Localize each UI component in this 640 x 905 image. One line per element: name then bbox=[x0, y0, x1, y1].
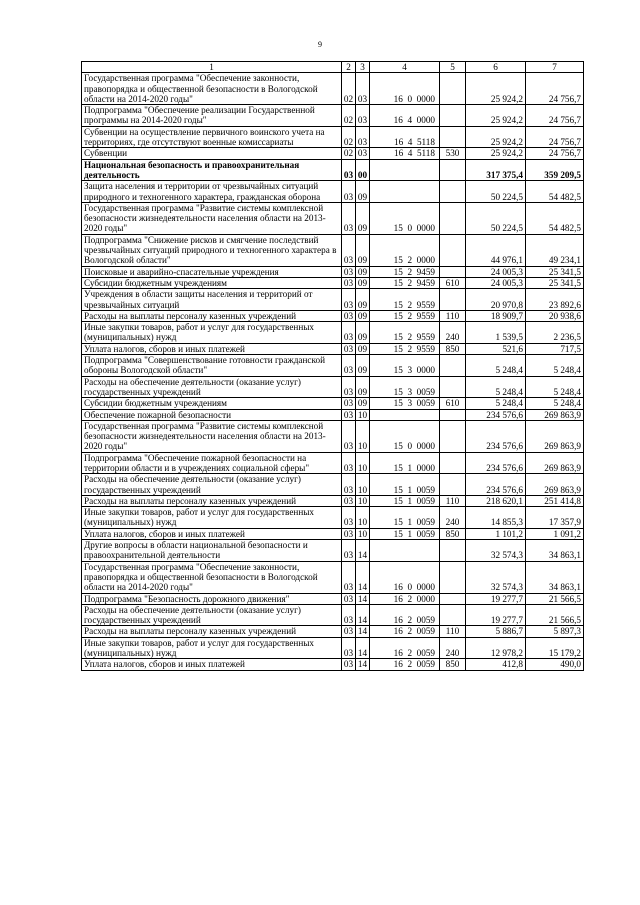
amount-col-7: 1 091,2 bbox=[526, 528, 584, 539]
amount-col-7: 251 414,8 bbox=[526, 495, 584, 506]
subsection-code: 10 bbox=[356, 507, 370, 529]
subsection-code: 03 bbox=[356, 105, 370, 127]
amount-col-7: 24 756,7 bbox=[526, 148, 584, 159]
table-row bbox=[82, 202, 584, 234]
amount-col-7: 15 179,2 bbox=[526, 637, 584, 659]
section-code: 03 bbox=[342, 202, 356, 234]
expense-type-code bbox=[440, 604, 466, 626]
subsection-code: 09 bbox=[356, 343, 370, 354]
amount-col-6: 32 574,3 bbox=[466, 561, 526, 593]
amount-col-6: 19 277,7 bbox=[466, 604, 526, 626]
target-item-code: 16 4 5118 bbox=[370, 126, 440, 148]
item-name: Подпрограмма "Обеспечение реализации Государственной программы на 2014-2020 годы" bbox=[82, 105, 342, 127]
expense-type-code bbox=[440, 73, 466, 105]
amount-col-7: 359 209,5 bbox=[526, 159, 584, 181]
item-name: Субвенции на осуществление первичного воинского учета на территориях, где отсутствуют военные комиссариаты bbox=[82, 126, 342, 148]
section-code: 03 bbox=[342, 289, 356, 311]
expense-type-code bbox=[440, 409, 466, 420]
subsection-code: 10 bbox=[356, 420, 370, 452]
table-row bbox=[82, 105, 584, 127]
amount-col-7: 54 482,5 bbox=[526, 202, 584, 234]
amount-col-6: 1 101,2 bbox=[466, 528, 526, 539]
expense-type-code: 240 bbox=[440, 637, 466, 659]
expense-type-code: 610 bbox=[440, 398, 466, 409]
amount-col-7: 2 236,5 bbox=[526, 322, 584, 344]
item-name: Расходы на выплаты персоналу казенных учреждений bbox=[82, 495, 342, 506]
item-name: Расходы на обеспечение деятельности (оказание услуг) государственных учреждений bbox=[82, 376, 342, 398]
amount-col-6: 317 375,4 bbox=[466, 159, 526, 181]
subsection-code: 09 bbox=[356, 234, 370, 266]
amount-col-6: 24 005,3 bbox=[466, 266, 526, 277]
table-row bbox=[82, 420, 584, 452]
item-name: Расходы на обеспечение деятельности (оказание услуг) государственных учреждений bbox=[82, 604, 342, 626]
target-item-code bbox=[370, 409, 440, 420]
item-name: Расходы на обеспечение деятельности (оказание услуг) государственных учреждений bbox=[82, 474, 342, 496]
amount-col-7: 21 566,5 bbox=[526, 604, 584, 626]
target-item-code: 15 2 9459 bbox=[370, 277, 440, 288]
target-item-code: 16 2 0059 bbox=[370, 604, 440, 626]
section-code: 02 bbox=[342, 148, 356, 159]
table-row bbox=[82, 376, 584, 398]
table-row bbox=[82, 540, 584, 562]
expense-type-code bbox=[440, 376, 466, 398]
header-col-1: 1 bbox=[82, 62, 342, 73]
section-code: 03 bbox=[342, 159, 356, 181]
amount-col-7: 5 248,4 bbox=[526, 355, 584, 377]
subsection-code: 03 bbox=[356, 148, 370, 159]
amount-col-7: 21 566,5 bbox=[526, 593, 584, 604]
subsection-code: 10 bbox=[356, 528, 370, 539]
subsection-code: 09 bbox=[356, 355, 370, 377]
section-code: 02 bbox=[342, 73, 356, 105]
subsection-code: 14 bbox=[356, 659, 370, 670]
amount-col-6: 521,6 bbox=[466, 343, 526, 354]
header-row bbox=[82, 62, 584, 73]
subsection-code: 09 bbox=[356, 376, 370, 398]
section-code: 03 bbox=[342, 420, 356, 452]
amount-col-6: 218 620,1 bbox=[466, 495, 526, 506]
subsection-code: 14 bbox=[356, 593, 370, 604]
item-name: Подпрограмма "Совершенствование готовности гражданской обороны Вологодской области" bbox=[82, 355, 342, 377]
expense-type-code: 110 bbox=[440, 495, 466, 506]
expense-type-code bbox=[440, 266, 466, 277]
amount-col-6: 412,8 bbox=[466, 659, 526, 670]
section-code: 03 bbox=[342, 355, 356, 377]
table-row bbox=[82, 593, 584, 604]
subsection-code: 09 bbox=[356, 266, 370, 277]
amount-col-6: 50 224,5 bbox=[466, 181, 526, 203]
amount-col-7: 34 863,1 bbox=[526, 561, 584, 593]
table-row bbox=[82, 289, 584, 311]
target-item-code: 15 2 9559 bbox=[370, 343, 440, 354]
target-item-code: 16 2 0059 bbox=[370, 659, 440, 670]
amount-col-7: 717,5 bbox=[526, 343, 584, 354]
target-item-code: 15 3 0000 bbox=[370, 355, 440, 377]
header-col-5: 5 bbox=[440, 62, 466, 73]
amount-col-6: 234 576,6 bbox=[466, 409, 526, 420]
amount-col-7: 269 863,9 bbox=[526, 452, 584, 474]
amount-col-6: 5 886,7 bbox=[466, 626, 526, 637]
amount-col-7: 23 892,6 bbox=[526, 289, 584, 311]
table-row bbox=[82, 159, 584, 181]
amount-col-6: 12 978,2 bbox=[466, 637, 526, 659]
item-name: Иные закупки товаров, работ и услуг для государственных (муниципальных) нужд bbox=[82, 637, 342, 659]
amount-col-7: 269 863,9 bbox=[526, 409, 584, 420]
section-code: 03 bbox=[342, 181, 356, 203]
subsection-code: 09 bbox=[356, 289, 370, 311]
table-row bbox=[82, 507, 584, 529]
target-item-code: 16 2 0059 bbox=[370, 626, 440, 637]
expense-type-code bbox=[440, 159, 466, 181]
subsection-code: 14 bbox=[356, 637, 370, 659]
amount-col-7: 269 863,9 bbox=[526, 420, 584, 452]
amount-col-7: 5 897,3 bbox=[526, 626, 584, 637]
item-name: Иные закупки товаров, работ и услуг для государственных (муниципальных) нужд bbox=[82, 322, 342, 344]
expense-type-code bbox=[440, 474, 466, 496]
expense-type-code bbox=[440, 540, 466, 562]
target-item-code: 15 2 9559 bbox=[370, 322, 440, 344]
expense-type-code bbox=[440, 593, 466, 604]
target-item-code: 16 0 0000 bbox=[370, 73, 440, 105]
table-row bbox=[82, 266, 584, 277]
amount-col-6: 25 924,2 bbox=[466, 105, 526, 127]
target-item-code: 15 1 0059 bbox=[370, 474, 440, 496]
amount-col-7: 17 357,9 bbox=[526, 507, 584, 529]
section-code: 03 bbox=[342, 277, 356, 288]
subsection-code: 03 bbox=[356, 126, 370, 148]
amount-col-6: 234 576,6 bbox=[466, 420, 526, 452]
header-col-3: 3 bbox=[356, 62, 370, 73]
expense-type-code: 110 bbox=[440, 310, 466, 321]
section-code: 02 bbox=[342, 105, 356, 127]
table-row bbox=[82, 528, 584, 539]
subsection-code: 14 bbox=[356, 561, 370, 593]
table-row bbox=[82, 452, 584, 474]
table-row bbox=[82, 126, 584, 148]
section-code: 02 bbox=[342, 126, 356, 148]
section-code: 03 bbox=[342, 376, 356, 398]
item-name: Государственная программа "Обеспечение законности, правопорядка и общественной безопасности в Вологодской области на 2014-2020 годы" bbox=[82, 73, 342, 105]
table-row bbox=[82, 234, 584, 266]
item-name: Учреждения в области защиты населения и территорий от чрезвычайных ситуаций bbox=[82, 289, 342, 311]
target-item-code: 15 3 0059 bbox=[370, 376, 440, 398]
table-row bbox=[82, 310, 584, 321]
table-row bbox=[82, 322, 584, 344]
subsection-code: 10 bbox=[356, 452, 370, 474]
section-code: 03 bbox=[342, 322, 356, 344]
item-name: Расходы на выплаты персоналу казенных учреждений bbox=[82, 626, 342, 637]
expense-type-code: 240 bbox=[440, 322, 466, 344]
subsection-code: 14 bbox=[356, 604, 370, 626]
item-name: Государственная программа "Обеспечение законности, правопорядка и общественной безопасности в Вологодской области на 2014-2020 годы" bbox=[82, 561, 342, 593]
amount-col-7: 5 248,4 bbox=[526, 398, 584, 409]
item-name: Государственная программа "Развитие системы комплексной безопасности жизнедеятельности населения области на 2013-2020 годы" bbox=[82, 202, 342, 234]
expense-type-code bbox=[440, 181, 466, 203]
expense-type-code: 610 bbox=[440, 277, 466, 288]
subsection-code: 10 bbox=[356, 474, 370, 496]
header-col-6: 6 bbox=[466, 62, 526, 73]
amount-col-6: 32 574,3 bbox=[466, 540, 526, 562]
target-item-code: 15 1 0059 bbox=[370, 528, 440, 539]
section-code: 03 bbox=[342, 561, 356, 593]
item-name: Субсидии бюджетным учреждениям bbox=[82, 398, 342, 409]
subsection-code: 03 bbox=[356, 73, 370, 105]
amount-col-6: 5 248,4 bbox=[466, 398, 526, 409]
expense-type-code: 850 bbox=[440, 343, 466, 354]
item-name: Подпрограмма "Снижение рисков и смягчение последствий чрезвычайных ситуаций природного и техногенного характера в Вологодской области" bbox=[82, 234, 342, 266]
expense-type-code: 850 bbox=[440, 659, 466, 670]
subsection-code: 09 bbox=[356, 202, 370, 234]
amount-col-7: 54 482,5 bbox=[526, 181, 584, 203]
amount-col-6: 234 576,6 bbox=[466, 474, 526, 496]
subsection-code: 14 bbox=[356, 626, 370, 637]
table-row bbox=[82, 604, 584, 626]
section-code: 03 bbox=[342, 604, 356, 626]
expense-type-code bbox=[440, 126, 466, 148]
target-item-code: 16 4 5118 bbox=[370, 148, 440, 159]
amount-col-7: 25 341,5 bbox=[526, 277, 584, 288]
target-item-code bbox=[370, 540, 440, 562]
expense-type-code bbox=[440, 202, 466, 234]
target-item-code: 15 0 0000 bbox=[370, 202, 440, 234]
amount-col-7: 20 938,6 bbox=[526, 310, 584, 321]
expense-type-code: 240 bbox=[440, 507, 466, 529]
table-row bbox=[82, 474, 584, 496]
expense-type-code: 530 bbox=[440, 148, 466, 159]
table-row bbox=[82, 148, 584, 159]
table-row bbox=[82, 495, 584, 506]
table-row bbox=[82, 626, 584, 637]
section-code: 03 bbox=[342, 528, 356, 539]
table-row bbox=[82, 561, 584, 593]
subsection-code: 09 bbox=[356, 181, 370, 203]
subsection-code: 09 bbox=[356, 277, 370, 288]
expense-type-code bbox=[440, 105, 466, 127]
section-code: 03 bbox=[342, 637, 356, 659]
section-code: 03 bbox=[342, 409, 356, 420]
amount-col-6: 25 924,2 bbox=[466, 73, 526, 105]
amount-col-7: 24 756,7 bbox=[526, 105, 584, 127]
amount-col-6: 24 005,3 bbox=[466, 277, 526, 288]
subsection-code: 14 bbox=[356, 540, 370, 562]
page-number: 9 bbox=[318, 40, 322, 49]
expense-type-code bbox=[440, 234, 466, 266]
target-item-code: 15 0 0000 bbox=[370, 420, 440, 452]
target-item-code: 16 2 0059 bbox=[370, 637, 440, 659]
target-item-code: 15 2 0000 bbox=[370, 234, 440, 266]
target-item-code: 15 3 0059 bbox=[370, 398, 440, 409]
item-name: Обеспечение пожарной безопасности bbox=[82, 409, 342, 420]
section-code: 03 bbox=[342, 266, 356, 277]
amount-col-7: 5 248,4 bbox=[526, 376, 584, 398]
amount-col-6: 14 855,3 bbox=[466, 507, 526, 529]
amount-col-6: 19 277,7 bbox=[466, 593, 526, 604]
expense-type-code bbox=[440, 452, 466, 474]
table-row bbox=[82, 659, 584, 670]
item-name: Защита населения и территории от чрезвычайных ситуаций природного и техногенного характера, гражданская оборона bbox=[82, 181, 342, 203]
subsection-code: 10 bbox=[356, 495, 370, 506]
target-item-code: 15 2 9559 bbox=[370, 310, 440, 321]
subsection-code: 09 bbox=[356, 398, 370, 409]
expense-type-code bbox=[440, 420, 466, 452]
amount-col-6: 5 248,4 bbox=[466, 376, 526, 398]
target-item-code: 16 4 0000 bbox=[370, 105, 440, 127]
amount-col-6: 1 539,5 bbox=[466, 322, 526, 344]
target-item-code: 16 2 0000 bbox=[370, 593, 440, 604]
budget-table bbox=[81, 61, 584, 671]
table-row bbox=[82, 277, 584, 288]
header-col-2: 2 bbox=[342, 62, 356, 73]
target-item-code bbox=[370, 181, 440, 203]
section-code: 03 bbox=[342, 540, 356, 562]
section-code: 03 bbox=[342, 474, 356, 496]
amount-col-6: 5 248,4 bbox=[466, 355, 526, 377]
section-code: 03 bbox=[342, 398, 356, 409]
amount-col-6: 20 970,8 bbox=[466, 289, 526, 311]
header-col-4: 4 bbox=[370, 62, 440, 73]
amount-col-6: 234 576,6 bbox=[466, 452, 526, 474]
section-code: 03 bbox=[342, 659, 356, 670]
amount-col-6: 44 976,1 bbox=[466, 234, 526, 266]
amount-col-7: 25 341,5 bbox=[526, 266, 584, 277]
section-code: 03 bbox=[342, 343, 356, 354]
amount-col-6: 25 924,2 bbox=[466, 148, 526, 159]
item-name: Уплата налогов, сборов и иных платежей bbox=[82, 528, 342, 539]
header-col-7: 7 bbox=[526, 62, 584, 73]
amount-col-7: 269 863,9 bbox=[526, 474, 584, 496]
table-row bbox=[82, 181, 584, 203]
table-row bbox=[82, 398, 584, 409]
amount-col-6: 18 909,7 bbox=[466, 310, 526, 321]
amount-col-7: 490,0 bbox=[526, 659, 584, 670]
table-row bbox=[82, 355, 584, 377]
item-name: Подпрограмма "Обеспечение пожарной безопасности на территории области и в учреждениях социальной сферы" bbox=[82, 452, 342, 474]
subsection-code: 09 bbox=[356, 322, 370, 344]
item-name: Национальная безопасность и правоохранительная деятельность bbox=[82, 159, 342, 181]
item-name: Уплата налогов, сборов и иных платежей bbox=[82, 659, 342, 670]
section-code: 03 bbox=[342, 310, 356, 321]
item-name: Расходы на выплаты персоналу казенных учреждений bbox=[82, 310, 342, 321]
section-code: 03 bbox=[342, 452, 356, 474]
table-row bbox=[82, 637, 584, 659]
amount-col-7: 24 756,7 bbox=[526, 126, 584, 148]
subsection-code: 10 bbox=[356, 409, 370, 420]
section-code: 03 bbox=[342, 593, 356, 604]
target-item-code: 16 0 0000 bbox=[370, 561, 440, 593]
target-item-code: 15 1 0059 bbox=[370, 495, 440, 506]
item-name: Поисковые и аварийно-спасательные учреждения bbox=[82, 266, 342, 277]
section-code: 03 bbox=[342, 626, 356, 637]
item-name: Государственная программа "Развитие системы комплексной безопасности жизнедеятельности населения области на 2013-2020 годы" bbox=[82, 420, 342, 452]
item-name: Иные закупки товаров, работ и услуг для государственных (муниципальных) нужд bbox=[82, 507, 342, 529]
amount-col-7: 49 234,1 bbox=[526, 234, 584, 266]
section-code: 03 bbox=[342, 234, 356, 266]
expense-type-code bbox=[440, 355, 466, 377]
section-code: 03 bbox=[342, 495, 356, 506]
table-row bbox=[82, 343, 584, 354]
subsection-code: 00 bbox=[356, 159, 370, 181]
target-item-code: 15 1 0000 bbox=[370, 452, 440, 474]
expense-type-code bbox=[440, 561, 466, 593]
target-item-code: 15 2 9559 bbox=[370, 289, 440, 311]
target-item-code: 15 1 0059 bbox=[370, 507, 440, 529]
target-item-code bbox=[370, 159, 440, 181]
amount-col-7: 24 756,7 bbox=[526, 73, 584, 105]
expense-type-code: 110 bbox=[440, 626, 466, 637]
table-body bbox=[82, 73, 584, 670]
item-name: Субвенции bbox=[82, 148, 342, 159]
item-name: Субсидии бюджетным учреждениям bbox=[82, 277, 342, 288]
table-row bbox=[82, 409, 584, 420]
subsection-code: 09 bbox=[356, 310, 370, 321]
amount-col-6: 50 224,5 bbox=[466, 202, 526, 234]
expense-type-code: 850 bbox=[440, 528, 466, 539]
expense-type-code bbox=[440, 289, 466, 311]
amount-col-7: 34 863,1 bbox=[526, 540, 584, 562]
target-item-code: 15 2 9459 bbox=[370, 266, 440, 277]
section-code: 03 bbox=[342, 507, 356, 529]
item-name: Другие вопросы в области национальной безопасности и правоохранительной деятельности bbox=[82, 540, 342, 562]
table-row bbox=[82, 73, 584, 105]
item-name: Уплата налогов, сборов и иных платежей bbox=[82, 343, 342, 354]
amount-col-6: 25 924,2 bbox=[466, 126, 526, 148]
item-name: Подпрограмма "Безопасность дорожного движения" bbox=[82, 593, 342, 604]
